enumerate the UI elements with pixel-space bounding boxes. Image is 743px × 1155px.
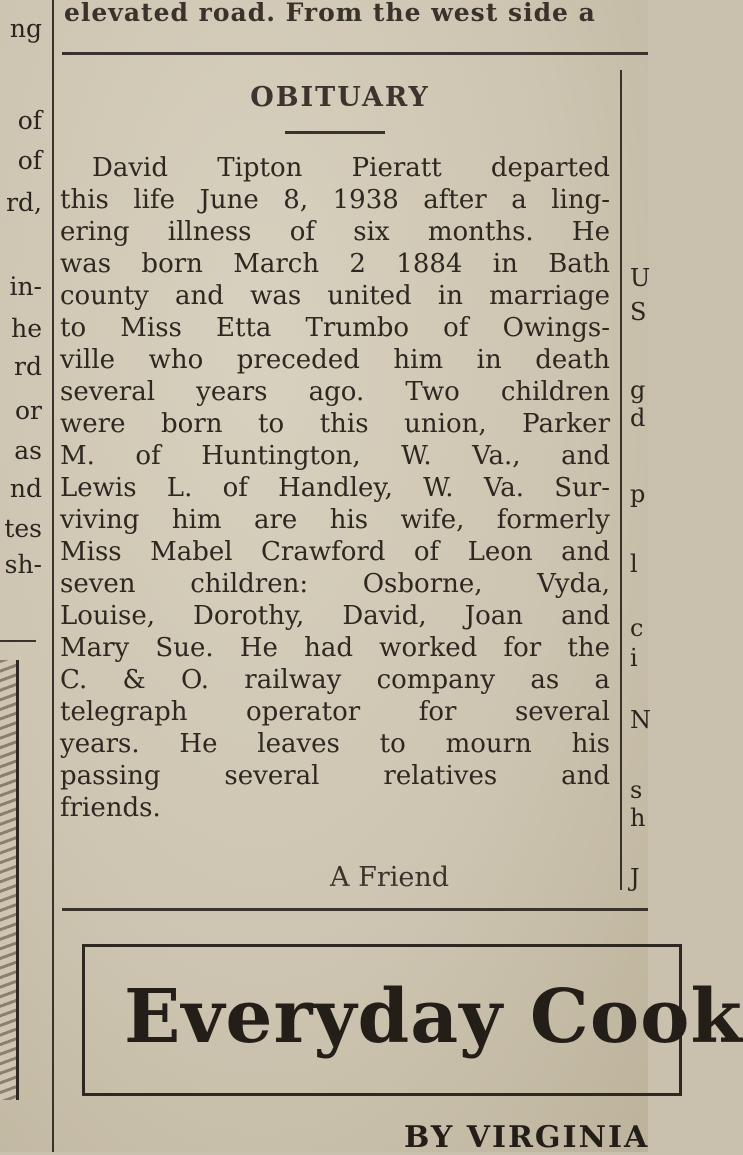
article-line: were born to this union, Parker [60,409,610,439]
right-column-divider [620,70,622,890]
article-line: ville who preceded him in death [60,345,610,375]
article-line: Mary Sue. He had worked for the [60,633,610,663]
left-fragment: of [17,106,42,135]
right-fragment: N [630,706,651,734]
right-fragment: d [630,404,646,432]
title-rule [285,131,385,134]
right-fragment: i [630,644,638,672]
article-body [60,152,610,824]
right-column-fragments [626,250,651,900]
right-fragment: U [630,264,651,292]
left-column-divider [52,0,54,1152]
article-line: ering illness of six months. He [60,217,610,247]
article-line: viving him are his wife, formerly [60,505,610,535]
left-fragment: nd [9,474,42,503]
right-fragment: S [630,298,647,326]
left-fragment: tes [4,514,42,543]
header-rule [62,52,648,55]
article-line: was born March 2 1884 in Bath [60,249,610,279]
article-line: C. & O. railway company as a [60,665,610,695]
article-line: several years ago. Two children [60,377,610,407]
left-fragment: of [17,146,42,175]
article-signature: A Friend [330,862,450,893]
article-line: David Tipton Pieratt departed [92,153,610,183]
left-fragment: rd, [6,188,42,217]
article-line: Louise, Dorothy, David, Joan and [60,601,610,631]
right-fragment: c [630,614,644,642]
article-line: this life June 8, 1938 after a ling- [60,185,610,215]
article-line: M. of Huntington, W. Va., and [60,441,610,471]
right-fragment: g [630,376,646,404]
left-fragment: or [14,396,42,425]
right-fragment: s [630,776,643,804]
article-line: years. He leaves to mourn his [60,729,610,759]
left-fragment: in- [9,272,42,301]
article-line: Lewis L. of Handley, W. Va. Sur- [60,473,610,503]
right-fragment: h [630,804,646,832]
article-line: friends. [60,793,161,823]
article-line: to Miss Etta Trumbo of Owings- [60,313,610,343]
advertisement-title: Everyday Cook [124,974,743,1060]
article-line: telegraph operator for several [60,697,610,727]
article-line: passing several relatives and [60,761,610,791]
article-title: OBITUARY [250,82,430,113]
advertisement-byline: BY VIRGINIA [404,1120,650,1155]
article-bottom-rule [62,908,648,911]
left-column-rule [0,640,36,642]
obituary-article [60,82,610,824]
article-line: county and was united in marriage [60,281,610,311]
left-fragment: he [11,314,42,343]
left-fragment: ng [9,14,42,43]
left-fragment: sh- [4,550,42,579]
left-fragment: as [14,436,42,465]
right-fragment: p [630,480,646,508]
right-fragment: J [630,864,640,892]
right-fragment: l [630,550,638,578]
article-line: seven children: Osborne, Vyda, [60,569,610,599]
left-illustration-edge [0,660,19,1100]
left-fragment: rd [14,352,42,381]
article-line: Miss Mabel Crawford of Leon and [60,537,610,567]
header-fragment: elevated road. From the west side a [64,0,596,27]
